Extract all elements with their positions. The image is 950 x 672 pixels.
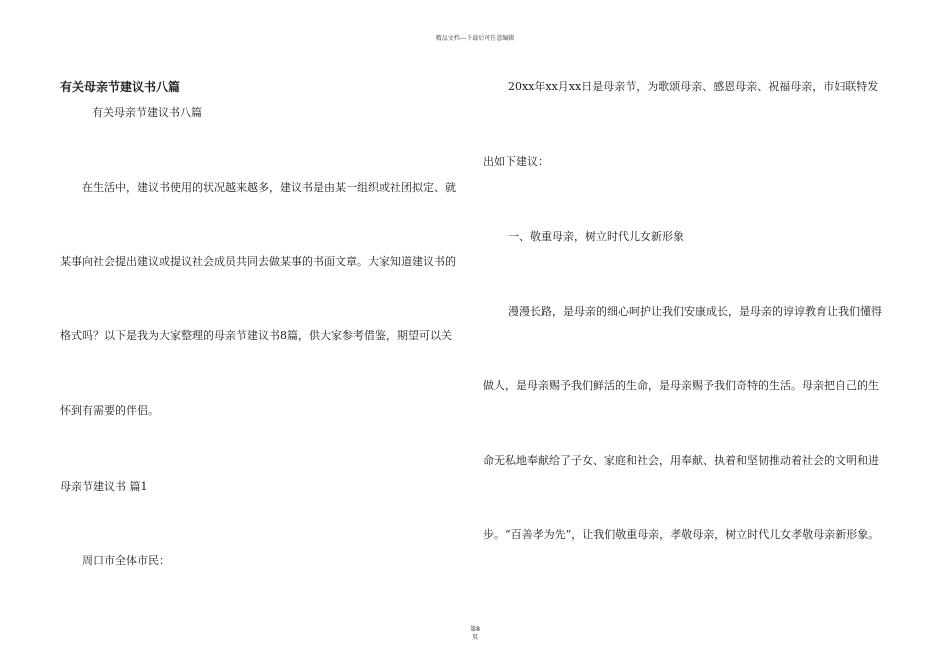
page-number-line1: 第8 [470,626,480,633]
page-number [0,626,950,642]
document-title: 有关母亲节建议书八篇 [60,80,181,94]
page-header: 精品文档---下载后可任意编辑 [435,35,515,42]
paragraph-line: 命无私地奉献给了子女、家庭和社会，用奉献、执着和坚韧推动着社会的文明和进 [483,454,879,467]
paragraph-line: 做人，是母亲赐予我们鲜活的生命，是母亲赐予我们奇特的生活。母亲把自己的生 [483,379,879,392]
paragraph-line: 格式吗？以下是我为大家整理的母亲节建议书8篇，供大家参考借鉴，期望可以关 [60,329,452,342]
section-heading: 母亲节建议书 篇1 [60,480,148,493]
section-heading: 一、敬重母亲，树立时代儿女新形象 [508,230,684,243]
paragraph-line: 漫漫长路，是母亲的细心呵护让我们安康成长，是母亲的谆谆教育让我们懂得 [508,305,882,318]
paragraph-line: 20xx年xx月xx日是母亲节，为歌颂母亲、感恩母亲、祝福母亲，市妇联特发 [508,80,879,93]
paragraph-line: 怀到有需要的伴侣。 [60,404,159,417]
paragraph-line: 在生活中，建议书使用的状况越来越多，建议书是由某一组织或社团拟定、就 [82,181,456,194]
paragraph-line: 步。“百善孝为先”，让我们敬重母亲，孝敬母亲，树立时代儿女孝敬母亲新形象。 [483,528,880,541]
page-number-line2: 页 [471,634,478,641]
paragraph-line: 出如下建议： [483,155,549,168]
paragraph-line: 某事向社会提出建议或提议社会成员共同去做某事的书面文章。大家知道建议书的 [60,255,456,268]
document-subtitle: 有关母亲节建议书八篇 [92,106,202,119]
salutation: 周口市全体市民： [82,554,170,567]
